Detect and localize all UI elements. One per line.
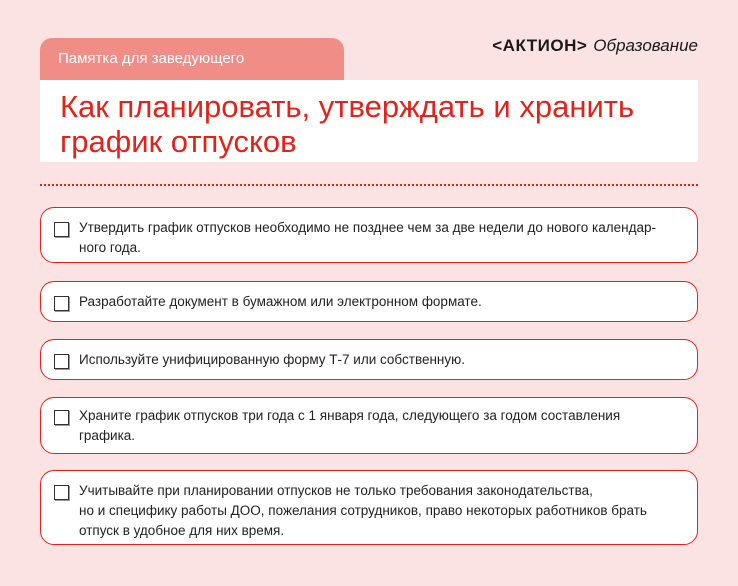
- title-box: [40, 80, 698, 162]
- checklist-item: [40, 281, 698, 322]
- logo-brand: <АКТИОН>: [492, 36, 588, 55]
- checklist-item-text: Утвердить график отпусков необходимо не позднее чем за две недели до нового календар- ного года.: [79, 220, 656, 255]
- memo-tab-label: Памятка для заведующего: [58, 50, 245, 67]
- memo-tab: [40, 38, 344, 80]
- checklist-item-text: Используйте унифицированную форму Т-7 или собственную.: [79, 352, 466, 367]
- checklist-item: [40, 470, 698, 545]
- page-title: Как планировать, утверждать и хранить график отпусков: [60, 89, 635, 159]
- checklist-item: [40, 397, 698, 454]
- logo-section: Образование: [593, 36, 698, 55]
- checklist-item-text: Разработайте документ в бумажном или электронном формате.: [79, 294, 482, 309]
- dotted-divider: [40, 184, 698, 186]
- aktion-logo: [492, 36, 698, 58]
- checklist-item-text: Учитывайте при планировании отпусков не только требования законодательства, но и специфику работы ДОО, пожелания сотрудников, право некоторых работников брать отпуск в удобное для них время.: [79, 483, 647, 538]
- checkbox[interactable]: [54, 296, 69, 311]
- checkbox[interactable]: [54, 354, 69, 369]
- checklist-item: [40, 339, 698, 380]
- checkbox[interactable]: [54, 222, 69, 237]
- checklist-item-text: Храните график отпусков три года с 1 января года, следующего за годом составления графика.: [79, 408, 621, 443]
- checkbox[interactable]: [54, 485, 69, 500]
- checkbox[interactable]: [54, 410, 69, 425]
- checklist-item: [40, 207, 698, 263]
